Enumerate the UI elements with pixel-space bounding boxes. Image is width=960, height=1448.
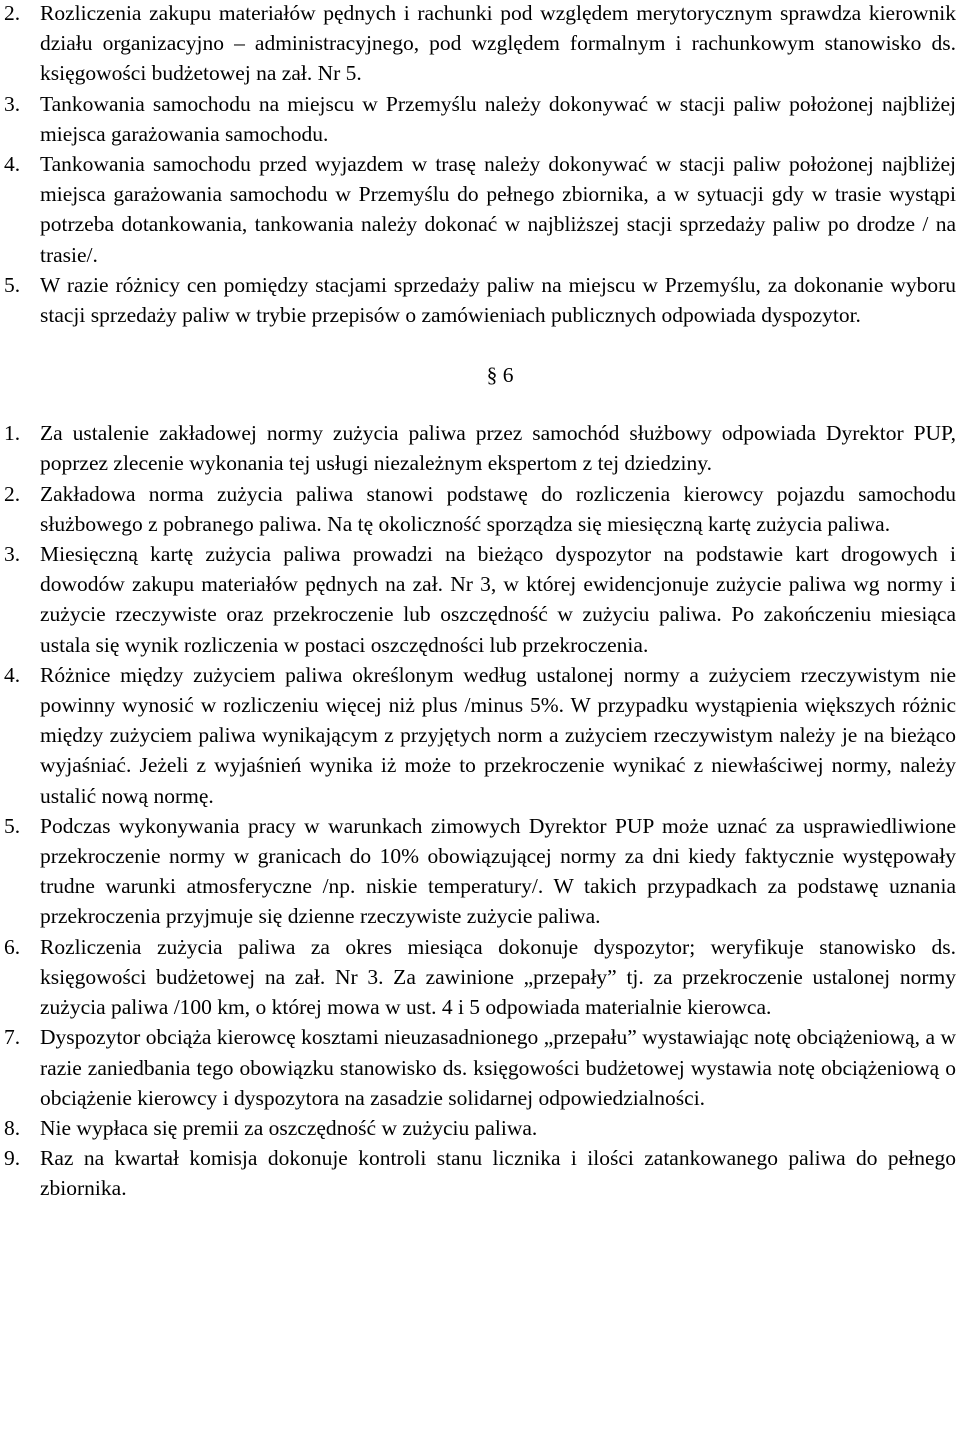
list-item — [0, 149, 960, 270]
list-item — [0, 539, 960, 660]
list-item — [0, 270, 960, 330]
list-item — [0, 1143, 960, 1203]
item-text: Dyspozytor obciąża kierowcę kosztami nieuzasadnionego „przepału” wystawiając notę obciążeniową, a w razie zaniedbania tego obowiązku stanowisko ds. księgowości budżetowej wystawia notę obciążeniową o obciążenie kierowcy i dyspozytora na zasadzie solidarnej odpowiedzialności. — [40, 1025, 956, 1110]
item-text: Miesięczną kartę zużycia paliwa prowadzi na bieżąco dyspozytor na podstawie kart drogowych i dowodów zakupu materiałów pędnych na zał. Nr 3, w której ewidencjonuje zużycie paliwa wg normy i zużycie rzeczywiste oraz przekroczenie lub oszczędność w zużyciu paliwa. Po zakończeniu miesiąca ustala się wynik rozliczenia w postaci oszczędności lub przekroczenia. — [40, 542, 956, 657]
list-item — [0, 0, 960, 89]
item-text: Tankowania samochodu na miejscu w Przemyślu należy dokonywać w stacji paliw położonej najbliżej miejsca garażowania samochodu. — [40, 91, 956, 146]
item-number: 8. — [4, 1115, 21, 1140]
item-number: 5. — [4, 272, 21, 297]
item-number: 4. — [4, 152, 21, 177]
item-number: 4. — [4, 662, 21, 687]
list-item — [0, 1113, 960, 1143]
section-a-list — [0, 0, 960, 330]
list-item — [0, 479, 960, 539]
list-item — [0, 89, 960, 149]
section-b-list — [0, 418, 960, 1203]
list-item — [0, 811, 960, 932]
item-number: 1. — [4, 421, 21, 446]
item-text: Raz na kwartał komisja dokonuje kontroli stanu licznika i ilości zatankowanego paliwa do pełnego zbiornika. — [40, 1146, 956, 1201]
item-number: 7. — [4, 1025, 21, 1050]
list-item — [0, 932, 960, 1023]
item-number: 2. — [4, 481, 21, 506]
item-text: Rozliczenia zakupu materiałów pędnych i rachunki pod względem merytorycznym sprawdza kierownik działu organizacyjno – administracyjnego, pod względem formalnym i rachunkowym stanowisko ds. księgowości budżetowej na zał. Nr 5. — [40, 1, 956, 86]
section-heading: § 6 — [486, 363, 514, 388]
item-text: Rozliczenia zużycia paliwa za okres miesiąca dokonuje dyspozytor; weryfikuje stanowisko ds. księgowości budżetowej na zał. Nr 3. Za zawinione „przepały” tj. za przekroczenie ustalonej normy zużycia paliwa /100 km, o której mowa w ust. 4 i 5 odpowiada materialnie kierowca. — [40, 934, 956, 1020]
item-text: Nie wypłaca się premii za oszczędność w zużyciu paliwa. — [40, 1115, 538, 1140]
item-text: Zakładowa norma zużycia paliwa stanowi podstawę do rozliczenia kierowcy pojazdu samochodu służbowego z pobranego paliwa. Na tę okoliczność sporządza się miesięczną kartę zużycia paliwa. — [40, 481, 956, 536]
item-number: 3. — [4, 91, 21, 116]
list-item — [0, 660, 960, 811]
item-number: 6. — [4, 934, 21, 959]
item-number: 3. — [4, 542, 21, 567]
item-text: Za ustalenie zakładowej normy zużycia paliwa przez samochód służbowy odpowiada Dyrektor PUP, poprzez zlecenie wykonania tej usługi niezależnym ekspertom z tej dziedziny. — [40, 421, 956, 476]
item-text: Różnice między zużyciem paliwa określonym według ustalonej normy a zużyciem rzeczywistym nie powinny wynosić w rozliczeniu więcej niż plus /minus 5%. W przypadku wystąpienia większych różnic między zużyciem paliwa wynikającym z przyjętych norm a zużyciem rzeczywistym należy je na bieżąco wyjaśniać. Jeżeli z wyjaśnień wynika iż może to przekroczenie wynikać z niewłaściwej normy, należy ustalić nową normę. — [40, 662, 956, 808]
list-item — [0, 1022, 960, 1113]
item-text: Tankowania samochodu przed wyjazdem w trasę należy dokonywać w stacji paliw położonej najbliżej miejsca garażowania samochodu w Przemyślu do pełnego zbiornika, a w sytuacji gdy w trasie wystąpi potrzeba dotankowania, tankowania należy dokonać w najbliższej stacji sprzedaży paliw po drodze / na trasie/. — [40, 152, 956, 267]
item-number: 9. — [4, 1146, 21, 1171]
item-number: 5. — [4, 813, 21, 838]
item-number: 2. — [4, 1, 21, 25]
item-text: W razie różnicy cen pomiędzy stacjami sprzedaży paliw na miejscu w Przemyślu, za dokonanie wyboru stacji sprzedaży paliw w trybie przepisów o zamówieniach publicznych odpowiada dyspozytor. — [40, 272, 956, 328]
item-text: Podczas wykonywania pracy w warunkach zimowych Dyrektor PUP może uznać za usprawiedliwione przekroczenie normy w granicach do 10% obowiązującej normy za dni kiedy faktycznie występowały trudne warunki atmosferyczne /np. niskie temperatury/. W takich przypadkach za podstawę uznania przekroczenia przyjmuje się dzienne rzeczywiste zużycie paliwa. — [40, 813, 956, 929]
list-item — [0, 418, 960, 478]
